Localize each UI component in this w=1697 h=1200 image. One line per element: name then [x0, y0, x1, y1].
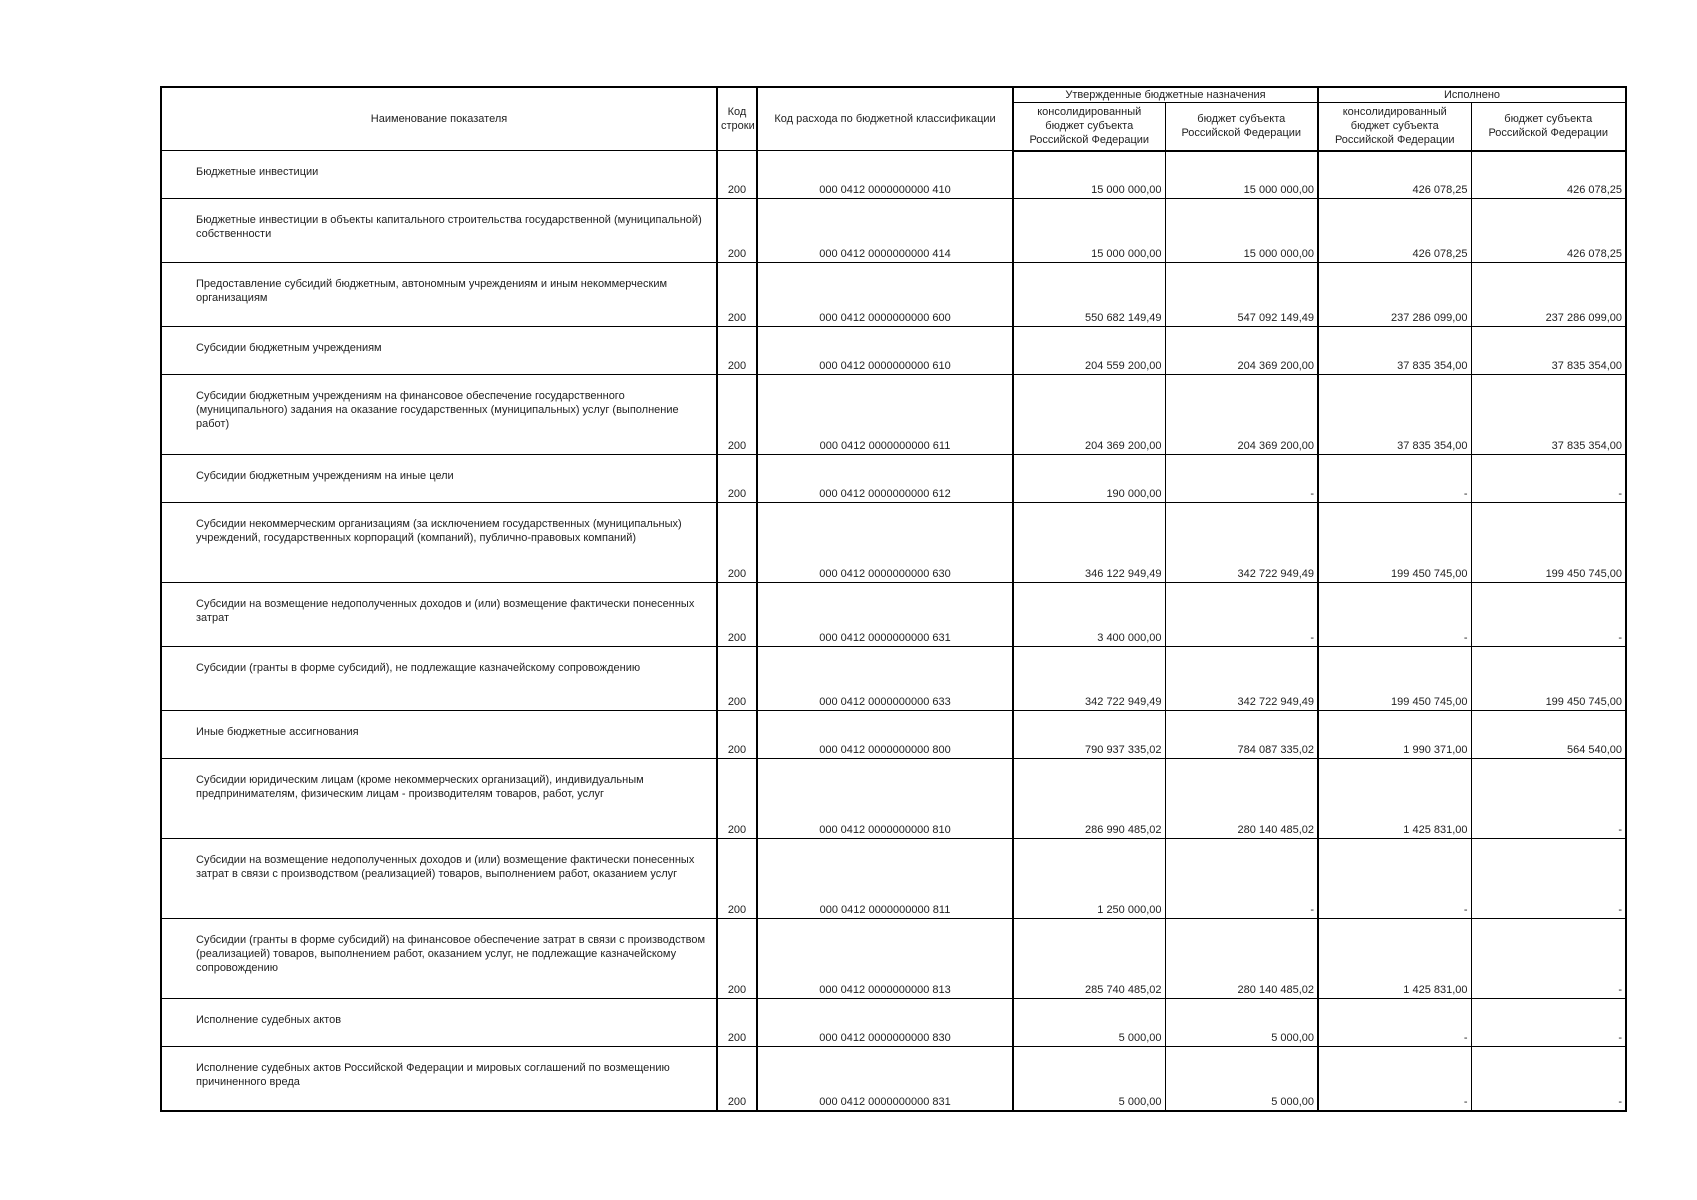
planned-consolidated-cell: 790 937 335,02 — [1013, 711, 1165, 759]
executed-subject-cell: 199 450 745,00 — [1471, 647, 1626, 711]
planned-consolidated-cell: 342 722 949,49 — [1013, 647, 1165, 711]
indicator-name-cell: Субсидии на возмещение недополученных доходов и (или) возмещение фактически понесенных затрат — [161, 583, 717, 647]
executed-subject-cell: 199 450 745,00 — [1471, 503, 1626, 583]
executed-subject-cell: - — [1471, 999, 1626, 1047]
table-row — [161, 263, 1626, 327]
header-row-code: Код строки — [717, 87, 757, 151]
planned-consolidated-cell: 15 000 000,00 — [1013, 151, 1165, 199]
indicator-name-cell: Предоставление субсидий бюджетным, автономным учреждениям и иным некоммерческим организациям — [161, 263, 717, 327]
planned-consolidated-cell: 550 682 149,49 — [1013, 263, 1165, 327]
header-executed-group: Исполнено — [1318, 87, 1626, 103]
table-row — [161, 327, 1626, 375]
executed-consolidated-cell: 1 425 831,00 — [1318, 919, 1471, 999]
table-row — [161, 999, 1626, 1047]
executed-subject-cell: - — [1471, 839, 1626, 919]
row-code-cell: 200 — [717, 711, 757, 759]
row-code-cell: 200 — [717, 999, 757, 1047]
planned-consolidated-cell: 286 990 485,02 — [1013, 759, 1165, 839]
indicator-name-cell: Субсидии некоммерческим организациям (за исключением государственных (муниципальных) учреждений, государственных корпораций (компаний), публично-правовых компаний) — [161, 503, 717, 583]
header-indicator-name: Наименование показателя — [161, 87, 717, 151]
row-code-cell: 200 — [717, 647, 757, 711]
row-code-cell: 200 — [717, 759, 757, 839]
indicator-name-cell: Субсидии (гранты в форме субсидий), не подлежащие казначейскому сопровождению — [161, 647, 717, 711]
row-code-cell: 200 — [717, 503, 757, 583]
planned-subject-cell: 342 722 949,49 — [1165, 647, 1318, 711]
planned-subject-cell: 204 369 200,00 — [1165, 327, 1318, 375]
indicator-name-cell: Бюджетные инвестиции в объекты капитального строительства государственной (муниципальной) собственности — [161, 199, 717, 263]
indicator-name-cell: Исполнение судебных актов Российской Федерации и мировых соглашений по возмещению причиненного вреда — [161, 1047, 717, 1111]
executed-subject-cell: 564 540,00 — [1471, 711, 1626, 759]
table-row — [161, 647, 1626, 711]
executed-consolidated-cell: 426 078,25 — [1318, 151, 1471, 199]
planned-subject-cell: 15 000 000,00 — [1165, 151, 1318, 199]
indicator-name-cell: Бюджетные инвестиции — [161, 151, 717, 199]
table-row — [161, 711, 1626, 759]
table-row — [161, 199, 1626, 263]
classification-code-cell: 000 0412 0000000000 633 — [757, 647, 1013, 711]
planned-consolidated-cell: 204 559 200,00 — [1013, 327, 1165, 375]
table-row — [161, 839, 1626, 919]
executed-consolidated-cell: - — [1318, 455, 1471, 503]
table-row — [161, 759, 1626, 839]
classification-code-cell: 000 0412 0000000000 630 — [757, 503, 1013, 583]
planned-consolidated-cell: 190 000,00 — [1013, 455, 1165, 503]
classification-code-cell: 000 0412 0000000000 611 — [757, 375, 1013, 455]
executed-consolidated-cell: 237 286 099,00 — [1318, 263, 1471, 327]
table-row — [161, 503, 1626, 583]
classification-code-cell: 000 0412 0000000000 831 — [757, 1047, 1013, 1111]
header-executed-subject: бюджет субъекта Российской Федерации — [1471, 103, 1626, 151]
row-code-cell: 200 — [717, 919, 757, 999]
executed-consolidated-cell: 426 078,25 — [1318, 199, 1471, 263]
planned-subject-cell: 204 369 200,00 — [1165, 375, 1318, 455]
planned-subject-cell: 342 722 949,49 — [1165, 503, 1318, 583]
indicator-name-cell: Субсидии бюджетным учреждениям на иные цели — [161, 455, 717, 503]
classification-code-cell: 000 0412 0000000000 631 — [757, 583, 1013, 647]
row-code-cell: 200 — [717, 375, 757, 455]
classification-code-cell: 000 0412 0000000000 610 — [757, 327, 1013, 375]
row-code-cell: 200 — [717, 455, 757, 503]
header-budget-classification-code: Код расхода по бюджетной классификации — [757, 87, 1013, 151]
planned-subject-cell: - — [1165, 455, 1318, 503]
executed-consolidated-cell: 37 835 354,00 — [1318, 375, 1471, 455]
row-code-cell: 200 — [717, 327, 757, 375]
planned-subject-cell: 5 000,00 — [1165, 999, 1318, 1047]
table-body — [161, 151, 1626, 1111]
executed-consolidated-cell: - — [1318, 999, 1471, 1047]
planned-subject-cell: - — [1165, 839, 1318, 919]
planned-consolidated-cell: 204 369 200,00 — [1013, 375, 1165, 455]
classification-code-cell: 000 0412 0000000000 410 — [757, 151, 1013, 199]
table-header — [161, 87, 1626, 151]
executed-consolidated-cell: 1 425 831,00 — [1318, 759, 1471, 839]
row-code-cell: 200 — [717, 263, 757, 327]
row-code-cell: 200 — [717, 1047, 757, 1111]
table-row — [161, 455, 1626, 503]
executed-subject-cell: - — [1471, 455, 1626, 503]
indicator-name-cell: Субсидии бюджетным учреждениям — [161, 327, 717, 375]
header-executed-consolidated: консолидированный бюджет субъекта Российской Федерации — [1318, 103, 1471, 151]
classification-code-cell: 000 0412 0000000000 414 — [757, 199, 1013, 263]
table-row — [161, 375, 1626, 455]
classification-code-cell: 000 0412 0000000000 612 — [757, 455, 1013, 503]
row-code-cell: 200 — [717, 151, 757, 199]
planned-consolidated-cell: 285 740 485,02 — [1013, 919, 1165, 999]
planned-consolidated-cell: 5 000,00 — [1013, 999, 1165, 1047]
classification-code-cell: 000 0412 0000000000 600 — [757, 263, 1013, 327]
planned-subject-cell: 547 092 149,49 — [1165, 263, 1318, 327]
executed-subject-cell: 426 078,25 — [1471, 151, 1626, 199]
indicator-name-cell: Субсидии (гранты в форме субсидий) на финансовое обеспечение затрат в связи с производством (реализацией) товаров, выполнением работ, оказанием услуг, не подлежащие казначейскому сопровождению — [161, 919, 717, 999]
table-row — [161, 151, 1626, 199]
planned-subject-cell: 280 140 485,02 — [1165, 919, 1318, 999]
table-row — [161, 919, 1626, 999]
header-planned-consolidated: консолидированный бюджет субъекта Российской Федерации — [1013, 103, 1165, 151]
executed-subject-cell: - — [1471, 919, 1626, 999]
classification-code-cell: 000 0412 0000000000 800 — [757, 711, 1013, 759]
executed-subject-cell: - — [1471, 1047, 1626, 1111]
executed-subject-cell: 237 286 099,00 — [1471, 263, 1626, 327]
executed-subject-cell: - — [1471, 583, 1626, 647]
table-row — [161, 1047, 1626, 1111]
executed-consolidated-cell: - — [1318, 839, 1471, 919]
row-code-cell: 200 — [717, 199, 757, 263]
executed-consolidated-cell: 1 990 371,00 — [1318, 711, 1471, 759]
planned-subject-cell: 280 140 485,02 — [1165, 759, 1318, 839]
executed-consolidated-cell: - — [1318, 1047, 1471, 1111]
planned-consolidated-cell: 5 000,00 — [1013, 1047, 1165, 1111]
row-code-cell: 200 — [717, 583, 757, 647]
classification-code-cell: 000 0412 0000000000 830 — [757, 999, 1013, 1047]
executed-consolidated-cell: 199 450 745,00 — [1318, 503, 1471, 583]
planned-subject-cell: 15 000 000,00 — [1165, 199, 1318, 263]
executed-subject-cell: 37 835 354,00 — [1471, 375, 1626, 455]
indicator-name-cell: Иные бюджетные ассигнования — [161, 711, 717, 759]
header-approved-budget-group: Утвержденные бюджетные назначения — [1013, 87, 1318, 103]
classification-code-cell: 000 0412 0000000000 813 — [757, 919, 1013, 999]
planned-consolidated-cell: 3 400 000,00 — [1013, 583, 1165, 647]
indicator-name-cell: Субсидии бюджетным учреждениям на финансовое обеспечение государственного (муниципального) задания на оказание государственных (муниципальных) услуг (выполнение работ) — [161, 375, 717, 455]
planned-consolidated-cell: 1 250 000,00 — [1013, 839, 1165, 919]
classification-code-cell: 000 0412 0000000000 811 — [757, 839, 1013, 919]
planned-subject-cell: - — [1165, 583, 1318, 647]
planned-subject-cell: 784 087 335,02 — [1165, 711, 1318, 759]
row-code-cell: 200 — [717, 839, 757, 919]
indicator-name-cell: Субсидии юридическим лицам (кроме некоммерческих организаций), индивидуальным предпринимателям, физическим лицам - производителям товаров, работ, услуг — [161, 759, 717, 839]
header-planned-subject: бюджет субъекта Российской Федерации — [1165, 103, 1318, 151]
executed-subject-cell: 426 078,25 — [1471, 199, 1626, 263]
planned-subject-cell: 5 000,00 — [1165, 1047, 1318, 1111]
executed-consolidated-cell: 199 450 745,00 — [1318, 647, 1471, 711]
executed-subject-cell: - — [1471, 759, 1626, 839]
executed-consolidated-cell: - — [1318, 583, 1471, 647]
classification-code-cell: 000 0412 0000000000 810 — [757, 759, 1013, 839]
budget-expenditure-table — [160, 86, 1627, 1112]
indicator-name-cell: Субсидии на возмещение недополученных доходов и (или) возмещение фактически понесенных затрат в связи с производством (реализацией) товаров, выполнением работ, оказанием услуг — [161, 839, 717, 919]
planned-consolidated-cell: 15 000 000,00 — [1013, 199, 1165, 263]
table-row — [161, 583, 1626, 647]
indicator-name-cell: Исполнение судебных актов — [161, 999, 717, 1047]
planned-consolidated-cell: 346 122 949,49 — [1013, 503, 1165, 583]
executed-subject-cell: 37 835 354,00 — [1471, 327, 1626, 375]
executed-consolidated-cell: 37 835 354,00 — [1318, 327, 1471, 375]
